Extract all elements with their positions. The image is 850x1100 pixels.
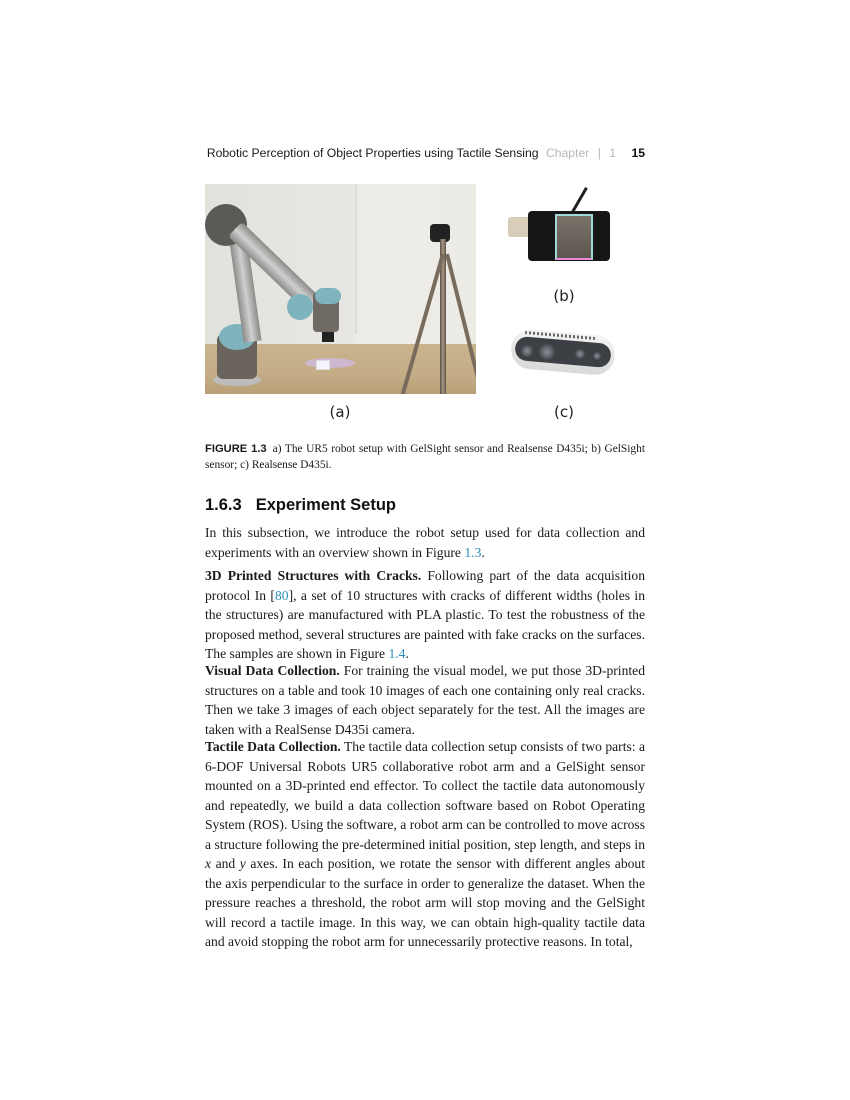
- figure-link-1-4[interactable]: 1.4: [388, 646, 406, 661]
- paragraph-tactile: [205, 737, 645, 952]
- sensor-cable: [571, 187, 588, 213]
- running-head-title: Robotic Perception of Object Properties using Tactile Sensing: [206, 146, 539, 160]
- gelsight-mounted: [322, 332, 334, 342]
- paragraph-visual: [205, 661, 645, 739]
- camera-lens-2: [539, 344, 555, 360]
- citation-link-80[interactable]: 80: [274, 587, 289, 603]
- wall-fold: [355, 184, 359, 334]
- panel-label-c: (c): [554, 403, 574, 421]
- paragraph-text: ], a set of 10 structures with cracks of different widths (holes in the structures) are manufactured with PLA plastic. To test the robustness of the proposed method, several structures are painted with fake cracks on the surfaces. The samples are shown in Figure: [205, 587, 645, 661]
- paragraph-structures: [205, 566, 645, 664]
- camera-lens-3: [575, 349, 585, 359]
- math-x: x: [205, 856, 212, 871]
- robot-joint-wrist: [287, 294, 313, 320]
- robot-joint-tool: [315, 288, 341, 304]
- gelsight-sensor-photo: [503, 184, 623, 274]
- running-head-chapter-number: 1: [609, 146, 617, 160]
- section-heading: [205, 496, 645, 515]
- paragraph-text: In this subsection, we introduce the robot setup used for data collection and experiments with an overview shown in Figure: [205, 525, 645, 560]
- figure-1-3: [205, 184, 645, 424]
- running-head-chapter-label: Chapter: [545, 146, 590, 160]
- page-number: 15: [631, 146, 645, 160]
- robot-setup-photo: [205, 184, 476, 394]
- paragraph-text: .: [405, 646, 409, 661]
- caption-text: a) The UR5 robot setup with GelSight sensor and Realsense D435i; b) GelSight sensor; c) Realsense D435i.: [205, 443, 645, 471]
- panel-label-a: (a): [329, 403, 351, 421]
- running-head-separator: |: [597, 146, 601, 160]
- figure-link-1-3[interactable]: 1.3: [464, 544, 482, 560]
- figure-caption: [205, 441, 645, 473]
- section-number: 1.6.3: [205, 496, 242, 514]
- paragraph-text: For training the visual model, we put those 3D-printed structures on a table and took 10 images of each one containing only real cracks. Then we take 3 images of each object separately for the test. All the images are taken with a RealSense D435i camera.: [205, 663, 645, 737]
- paragraph-text: and: [211, 856, 240, 871]
- running-head: [205, 146, 645, 164]
- realsense-camera-photo: [505, 324, 620, 384]
- paragraph-heading: 3D Printed Structures with Cracks.: [205, 568, 422, 583]
- paragraph-text: The tactile data collection setup consists of two parts: a 6-DOF Universal Robots UR5 collaborative robot arm and a GelSight sensor mounted on a 3D-printed end effector. To collect the tactile data autonomously and repeatedly, we build a data collection software based on Robot Operating System (ROS). Using the software, a robot arm can be controlled to move across a structure following the pre-determined initial position, step length, and steps in: [205, 739, 645, 852]
- sensor-light-glow: [305, 358, 355, 368]
- camera-lens-4: [593, 352, 601, 360]
- math-y: y: [239, 856, 246, 871]
- caption-label: FIGURE 1.3: [205, 443, 267, 455]
- section-title: Experiment Setup: [255, 496, 396, 514]
- paragraph-heading: Tactile Data Collection.: [205, 739, 341, 754]
- paragraph-intro: [205, 523, 645, 562]
- paragraph-text: Following part of the data acquisition protocol In [: [205, 568, 645, 603]
- sensor-gel-cube: [555, 214, 593, 260]
- sample-tile: [316, 360, 330, 370]
- camera-lens-1: [521, 345, 533, 357]
- paragraph-heading: Visual Data Collection.: [205, 663, 340, 678]
- paragraph-text: .: [481, 544, 485, 560]
- paragraph-text: axes. In each position, we rotate the sensor with different angles about the axis perpendicular to the surface in order to generalize the dataset. When the pressure reaches a threshold, the robot arm will stop moving and the GelSight will record a tactile image. In this way, we can obtain high-quality tactile data and avoid stopping the robot arm for unnecessarily protective reasons. In total,: [205, 856, 645, 949]
- panel-label-b: (b): [553, 287, 575, 305]
